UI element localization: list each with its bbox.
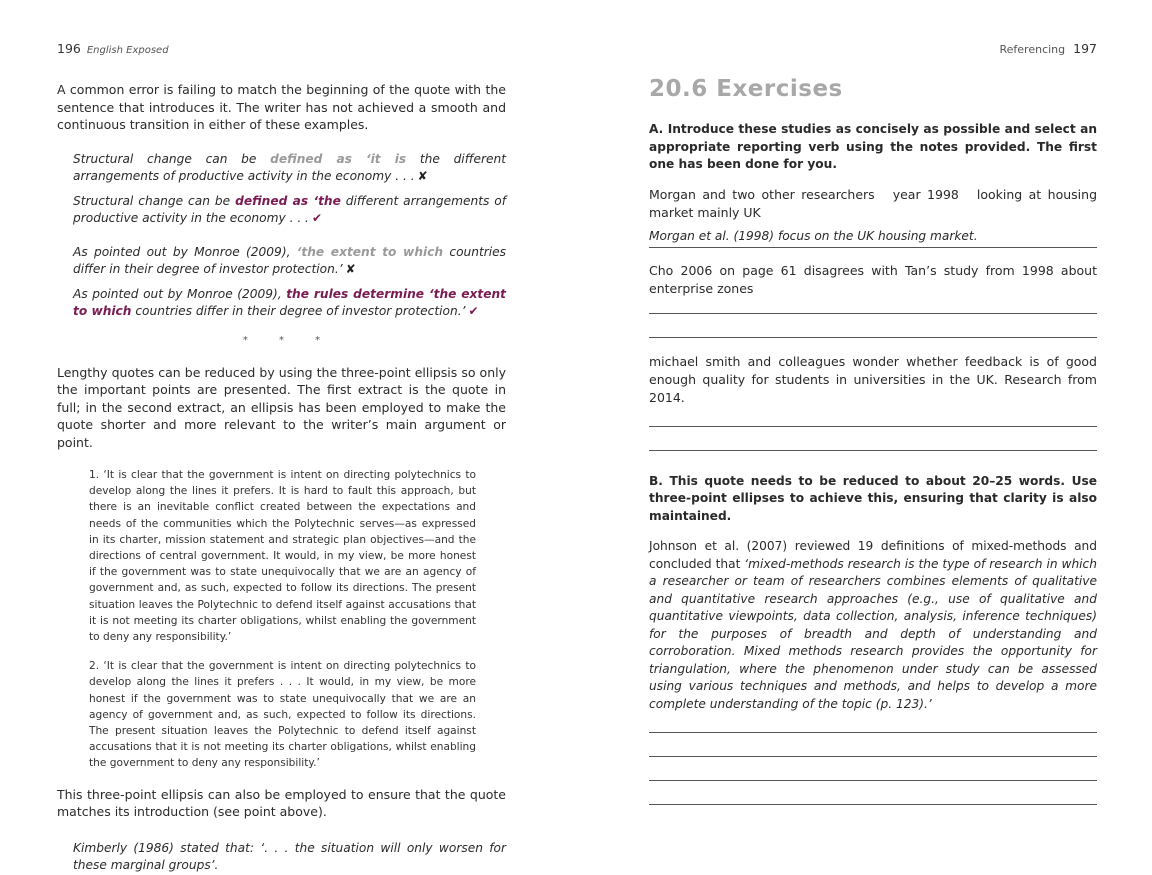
example-highlight: defined as ‘it is xyxy=(270,151,407,166)
answer-line[interactable] xyxy=(649,426,1097,427)
note-fragment: Morgan and two other researchers xyxy=(649,186,875,202)
section-title: 20.6 Exercises xyxy=(649,76,843,102)
quote-body: ‘mixed-methods research is the type of research in which a researcher or team of researchers combines elements of qualitative and quantitative research approaches (e.g., use of qualitative and quantitative viewpoints, data collection, analysis, inference techniques) for the purposes of breadth and depth of understanding and corroboration. Mixed methods research provides the opportunity for triangulation, where the phenomenon under study can be assessed using various techniques and methods, and helps to develop a more complete understanding of the topic (p. 123).’ xyxy=(649,556,1097,711)
cross-icon: ✘ xyxy=(417,169,428,183)
example-text: As pointed out by Monroe (2009), xyxy=(73,244,297,259)
exercise-a-item-3: michael smith and colleagues wonder whether feedback is of good enough quality for students in universities in the UK. Research from 2014. xyxy=(649,353,1097,405)
example-text: countries differ in their degree of investor protection.’ xyxy=(131,304,466,318)
exercise-a-item-2: Cho 2006 on page 61 disagrees with Tan’s study from 1998 about enterprise zones xyxy=(649,262,1097,296)
example-4 xyxy=(73,286,506,321)
cross-icon: ✘ xyxy=(345,262,356,276)
answer-line[interactable] xyxy=(649,313,1097,314)
example-highlight: the rules determine ‘the extent to which xyxy=(73,286,507,318)
answer-line[interactable] xyxy=(649,756,1097,757)
exercise-b-instruction: B. This quote needs to be reduced to about 20–25 words. Use three-point ellipses to achieve this, ensuring that clarity is also maintained. xyxy=(649,473,1097,523)
left-header xyxy=(57,41,506,81)
examples-block xyxy=(57,151,506,321)
example-2 xyxy=(73,193,506,228)
note-fragment: looking at housing market mainly UK xyxy=(649,186,1097,220)
answer-line[interactable] xyxy=(649,732,1097,733)
example-text: Structural change can be xyxy=(73,151,271,166)
answer-line[interactable] xyxy=(649,780,1097,781)
example-3 xyxy=(73,244,506,279)
example-text: different arrangements of productive activity in the economy . . . xyxy=(73,193,507,225)
right-header xyxy=(649,41,1097,81)
left-page xyxy=(0,0,576,873)
right-page xyxy=(576,0,1152,864)
answer-line[interactable] xyxy=(649,337,1097,338)
tick-icon: ✔ xyxy=(468,304,479,318)
note-fragment: year 1998 xyxy=(892,186,959,202)
section-separator: * * * xyxy=(242,334,335,346)
exercise-b-quote xyxy=(649,538,1097,713)
ellipsis-intro-paragraph: Lengthy quotes can be reduced by using the three-point ellipsis so only the important points are presented. The first extract is the quote in full; in the second extract, an ellipsis has been employed to make the quote shorter and more relevant to the writer’s main argument or point. xyxy=(57,364,506,450)
ellipsis-match-paragraph: This three-point ellipsis can also be employed to ensure that the quote matches its introduction (see point above). xyxy=(57,786,506,820)
example-text: As pointed out by Monroe (2009), xyxy=(73,286,287,301)
page-number: 196 xyxy=(57,41,81,56)
answer-line[interactable] xyxy=(649,804,1097,805)
exercise-a-item-1-answer: Morgan et al. (1998) focus on the UK housing market. xyxy=(649,228,1097,248)
intro-paragraph: A common error is failing to match the beginning of the quote with the sentence that introduces it. The writer has not achieved a smooth and continuous transition in either of these examples. xyxy=(57,82,506,132)
example-text: countries differ in their degree of investor protection.’ xyxy=(73,244,507,276)
exercise-a-instruction: A. Introduce these studies as concisely as possible and select an appropriate reporting verb using the notes provided. The first one has been done for you. xyxy=(649,122,1097,171)
kimberly-example: Kimberly (1986) stated that: ‘. . . the situation will only worsen for these marginal groups’. xyxy=(73,840,506,873)
running-title: English Exposed xyxy=(86,45,169,56)
page-number: 197 xyxy=(1073,41,1097,56)
answer-line[interactable] xyxy=(649,450,1097,451)
quote-shortened: 2. ‘It is clear that the government is intent on directing polytechnics to develop along the lines it prefers . . . It would, in my view, be more honest if the government was to state unequivocally that we are an agency of government and, as such, expected to follow its directions. The present situation leaves the Polytechnic to defend itself against accusations that it is not meeting its charter obligations, whilst enabling the government to deny any responsibility.’ xyxy=(89,660,476,770)
quote-lead: Johnson et al. (2007) reviewed 19 definitions of mixed-methods and concluded that xyxy=(649,539,1097,571)
example-text: the different arrangements of productive activity in the economy . . . xyxy=(73,151,506,183)
example-1 xyxy=(73,151,506,186)
running-title: Referencing xyxy=(999,43,1066,56)
quote-full: 1. ‘It is clear that the government is intent on directing polytechnics to develop along the lines it prefers. It is hard to fault this approach, but there is an inevitable conflict created between the expectations and needs of the communities which the Polytechnic serves—as expressed in its charter, mission statement and strategic plan objectives—and the directions of central government. It would, in my view, be more honest if the government was to state unequivocally that we are an agency of government and, as such, expected to follow its directions. The present situation leaves the Polytechnic to defend itself against accusations that it is not meeting its charter obligations, whilst enabling the government to deny any responsibility.’ xyxy=(89,469,476,644)
example-text: Structural change can be xyxy=(73,193,236,208)
example-highlight: ‘the extent to which xyxy=(296,244,444,259)
tick-icon: ✔ xyxy=(311,211,322,225)
example-highlight: defined as ‘the xyxy=(235,193,341,208)
exercise-a-item-1-notes xyxy=(649,186,1097,222)
